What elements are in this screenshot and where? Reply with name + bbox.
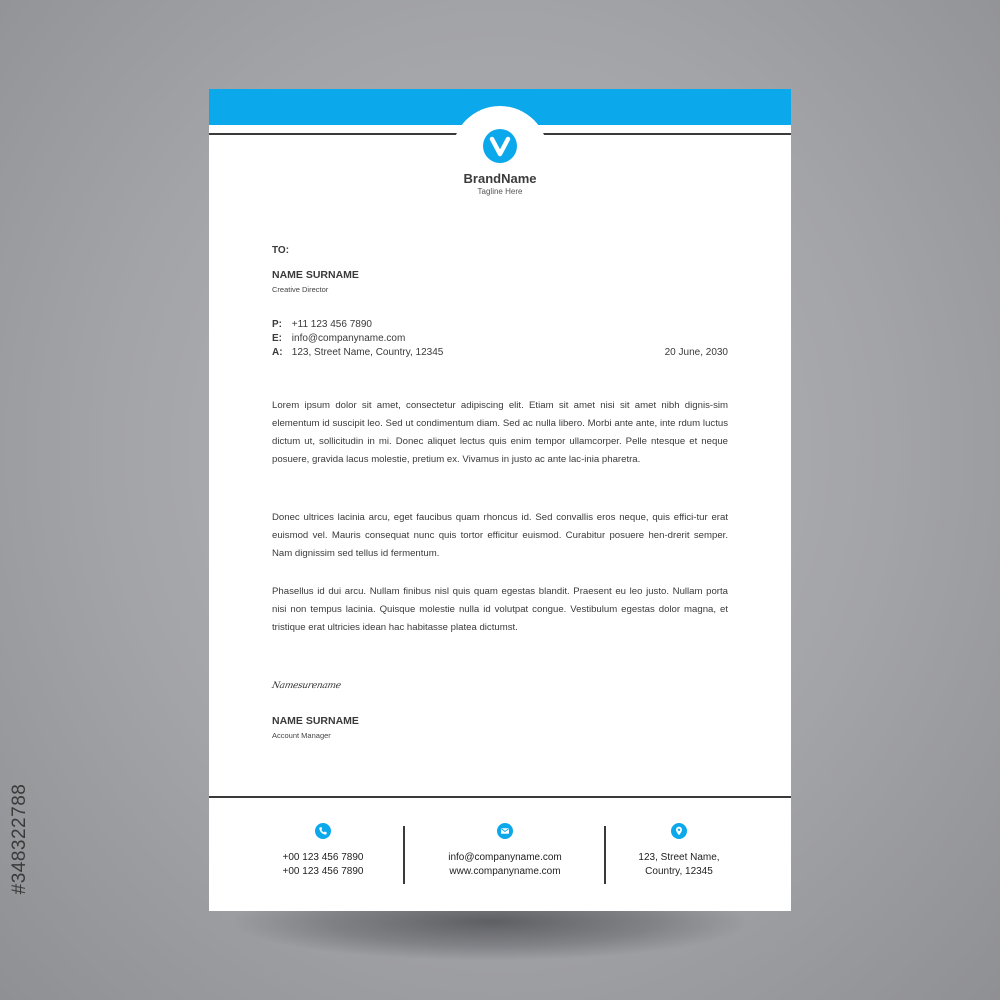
footer-location-block — [594, 823, 764, 879]
signer-title: Account Manager — [272, 731, 331, 740]
footer-rule — [209, 796, 791, 798]
location-pin-icon — [671, 823, 687, 839]
recipient-name: NAME SURNAME — [272, 269, 359, 281]
page-shadow — [235, 905, 745, 960]
contact-phone-label: P: — [272, 319, 282, 330]
footer-divider-left — [403, 826, 405, 884]
v-check-logo-icon — [483, 129, 517, 163]
letterhead-page — [209, 89, 791, 911]
footer-address-1: 123, Street Name, — [638, 852, 720, 863]
footer-address-2: Country, 12345 — [645, 866, 713, 877]
body-paragraph-1: Lorem ipsum dolor sit amet, consectetur adipiscing elit. Etiam sit amet nisi sit amet nibh dignis-sim elementum id suscipit leo. Sed ut condimentum diam. Sed ac nulla libero. Morbi ante ante, inte rdum luctus dictum ut, sollicitudin in mi. Donec aliquet lectus quis enim tempor ullamcorper. Pelle ntesque et neque posuere, gravida lacus molestie, pretium ex. Vivamus in justo ac ante lac-inia pharetra. — [272, 400, 728, 465]
contact-email — [272, 333, 405, 344]
recipient-title: Creative Director — [272, 285, 329, 294]
footer-email-block — [420, 823, 590, 879]
contact-address-value: 123, Street Name, Country, 12345 — [291, 347, 444, 358]
contact-email-value: info@companyname.com — [291, 333, 406, 344]
stock-id-label — [8, 760, 32, 920]
phone-icon — [315, 823, 331, 839]
contact-email-label: E: — [272, 333, 282, 344]
footer-email: info@companyname.com — [448, 852, 562, 863]
brand-name: BrandName — [463, 171, 537, 186]
body-paragraph-3: Phasellus id dui arcu. Nullam finibus nisl quis quam egestas blandit. Praesent eu leo justo. Nullam porta nisi non tempus lacinia. Quisque molestie nulla id volutpat congue. Vestibulum egestas dolor magna, et tristique erat ultricies idean hac habitasse platea dictumst. — [272, 586, 728, 633]
letter-date: 20 June, 2030 — [664, 347, 728, 358]
contact-phone-value: +11 123 456 7890 — [291, 319, 372, 330]
footer-website: www.companyname.com — [449, 866, 561, 877]
footer-phone-2: +00 123 456 7890 — [282, 866, 364, 877]
body-paragraph-2: Donec ultrices lacinia arcu, eget faucibus quam rhoncus id. Sed convallis eros neque, quis effici-tur erat euismod vel. Mauris consequat nunc quis tortor efficitur euismod. Curabitur posuere hen-drerit semper. Nam dignissim sed tellus id fermentum. — [272, 512, 728, 559]
contact-phone — [272, 319, 372, 330]
handwritten-signature: Namesurename — [270, 681, 342, 691]
contact-address — [272, 347, 443, 358]
email-icon — [497, 823, 513, 839]
footer-phone-1: +00 123 456 7890 — [282, 852, 364, 863]
signer-name: NAME SURNAME — [272, 715, 359, 727]
contact-address-label: A: — [272, 347, 283, 358]
stock-id-text: #348322788 — [9, 783, 30, 895]
brand-tagline: Tagline Here — [477, 187, 523, 196]
footer-phone-block — [238, 823, 408, 879]
to-label: TO: — [272, 245, 290, 256]
